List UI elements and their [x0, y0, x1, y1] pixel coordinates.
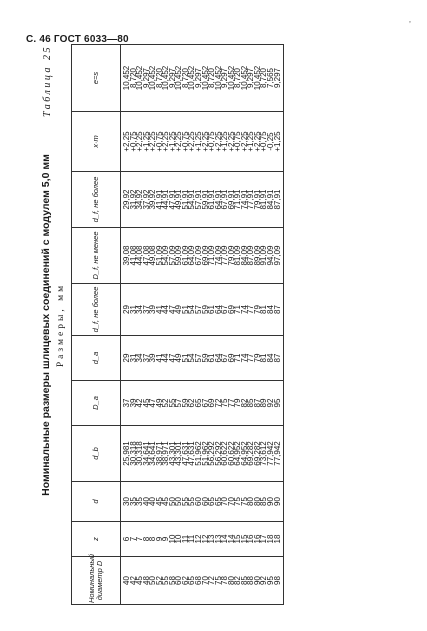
cell-df1-max: 57,91: [194, 189, 204, 210]
cell-db: 77,942: [266, 441, 276, 466]
cell-z: 13: [207, 534, 217, 544]
cell-nominal-diameter: 78: [220, 576, 230, 585]
cell-e-s: 10,452: [226, 65, 236, 91]
cell-df-max: 84: [266, 305, 276, 314]
cell-d: 65: [213, 497, 223, 506]
cell-z: 11: [180, 534, 190, 544]
cell-nominal-diameter: 68: [194, 576, 204, 585]
col-header-da: D_a: [72, 381, 121, 426]
cell-da: 89: [259, 398, 269, 408]
cell-df1-max: 49,91: [174, 189, 184, 210]
cell-df-min: 54,09: [161, 245, 171, 266]
col-header-nominal-diameter: Номинальный диаметр D: [72, 557, 121, 605]
cell-db: 43,301: [174, 441, 184, 466]
col-header-d-a: d_a: [72, 336, 121, 381]
cell-d: 55: [180, 497, 190, 506]
cell-nominal-diameter: 92: [259, 576, 269, 585]
cell-e-s: 8,720: [259, 67, 269, 89]
cell-df1-max: 34,92: [135, 189, 145, 210]
cell-df1-max: 47,91: [167, 189, 177, 210]
cell-d-a: 81: [259, 353, 269, 363]
cell-df1-max: 81,91: [259, 189, 269, 210]
cell-df-max: 74: [239, 305, 249, 314]
cell-z: 15: [239, 534, 249, 544]
cell-d-a: 44: [161, 353, 171, 363]
cell-e-s: 10,452: [148, 65, 158, 91]
cell-df1-max: 31,92: [128, 189, 138, 210]
cell-nominal-diameter: 60: [174, 576, 184, 585]
cell-da: 52: [161, 398, 171, 408]
cell-d: 70: [226, 497, 236, 506]
cell-z: 7: [128, 536, 138, 542]
cell-e-s: 10,452: [200, 65, 210, 91]
cell-nominal-diameter: 42: [128, 576, 138, 585]
cell-d-a: 57: [194, 353, 204, 363]
table-title: Номинальные размеры шлицевых соединений с модулем 5,0 мм: [40, 154, 52, 496]
cell-d: 90: [272, 497, 282, 506]
cell-df-min: 74,09: [213, 245, 223, 266]
cell-e-s: 8,720: [128, 67, 138, 89]
cell-da: 49: [154, 398, 164, 408]
cell-xm: +2,25: [122, 131, 131, 152]
cell-da: 92: [266, 398, 276, 408]
cell-da: 72: [213, 398, 223, 408]
cell-db: 34,641: [148, 441, 158, 466]
cell-d: 70: [220, 497, 230, 506]
cell-db: 47,631: [187, 441, 197, 466]
cell-nominal-diameter: 58: [167, 576, 177, 585]
col-xm: [121, 112, 284, 172]
cell-df-max: 37: [141, 305, 151, 314]
cell-xm: +2,25: [174, 131, 184, 152]
cell-da: 77: [226, 398, 236, 408]
cell-xm: +2,25: [239, 131, 249, 152]
cell-e-s: 9,297: [141, 67, 151, 89]
cell-df-min: 44,08: [135, 245, 145, 266]
cell-e-s: 8,720: [154, 67, 164, 89]
cell-d-a: 47: [167, 353, 177, 363]
cell-db: 51,962: [200, 441, 210, 466]
cell-e-s: 9,297: [194, 67, 204, 89]
cell-e-s: 8,720: [207, 67, 217, 89]
cell-d: 75: [239, 497, 249, 506]
cell-xm: +0,75: [128, 131, 138, 152]
cell-z: 18: [272, 534, 282, 544]
col-header-db: d_b: [72, 426, 121, 482]
cell-e-s: 9,297: [220, 67, 230, 89]
cell-d-a: 31: [128, 353, 138, 363]
cell-df1-max: 71,91: [233, 189, 243, 210]
cell-df-min: 41,08: [128, 245, 138, 266]
cell-z: 11: [187, 534, 197, 544]
cell-d-a: 64: [213, 353, 223, 363]
cell-d-a: 34: [135, 353, 145, 363]
cell-xm: +0,75: [154, 131, 164, 152]
cell-d: 45: [161, 497, 171, 506]
cell-df-min: 87,09: [246, 245, 256, 266]
col-header-df1-max: d_f, не более: [72, 172, 121, 228]
cell-df-max: 54: [187, 305, 197, 314]
cell-z: 8: [141, 536, 151, 542]
table-number: Таблица 25: [42, 45, 53, 117]
cell-nominal-diameter: 90: [252, 576, 262, 585]
cell-e-s: 10,452: [187, 65, 197, 91]
cell-z: 14: [220, 534, 230, 544]
cell-d-a: 54: [187, 353, 197, 363]
col-df1-max: [121, 172, 284, 228]
cell-df-max: 44: [161, 305, 171, 314]
cell-df1-max: 29,92: [122, 189, 131, 210]
table-subtitle: Размеры, мм: [56, 282, 66, 368]
cell-nominal-diameter: 48: [141, 576, 151, 585]
cell-d-a: 69: [226, 353, 236, 363]
col-d: [121, 482, 284, 522]
margin-mark: ,: [409, 15, 411, 24]
cell-d-a: 49: [174, 353, 184, 363]
cell-df1-max: 69,91: [226, 189, 236, 210]
cell-db: 56,292: [213, 441, 223, 466]
cell-da: 85: [246, 398, 256, 408]
cell-z: 16: [246, 534, 256, 544]
cell-e-s: 9,297: [272, 67, 282, 89]
cell-xm: +1,25: [220, 131, 230, 152]
cell-d-a: 71: [233, 353, 243, 363]
table-header-row: [72, 45, 121, 605]
col-da: [121, 381, 284, 426]
cell-xm: +2,25: [161, 131, 171, 152]
cell-d-a: 29: [122, 353, 131, 363]
col-header-df-min: D_f, не менее: [72, 228, 121, 284]
cell-d: 35: [135, 497, 145, 506]
col-z: [121, 522, 284, 557]
cell-d-a: 87: [272, 353, 282, 363]
cell-xm: +0,75: [207, 131, 217, 152]
cell-df-max: 51: [180, 305, 190, 314]
cell-df1-max: 54,91: [187, 189, 197, 210]
cell-z: 14: [226, 534, 236, 544]
cell-da: 55: [167, 398, 177, 408]
cell-df-min: 77,09: [220, 245, 230, 266]
cell-da: 57: [174, 398, 184, 408]
cell-df-min: 69,09: [200, 245, 210, 266]
cell-nominal-diameter: 72: [207, 576, 217, 585]
cell-xm: +2,25: [135, 131, 145, 152]
cell-db: 64,952: [239, 441, 249, 466]
cell-d-a: 74: [239, 353, 249, 363]
cell-df-min: 84,09: [239, 245, 249, 266]
cell-df-max: 71: [233, 305, 243, 314]
cell-z: 8: [148, 536, 158, 542]
cell-d: 40: [141, 497, 151, 506]
cell-z: 16: [252, 534, 262, 544]
table-body-row: [121, 45, 284, 605]
col-header-xm: x·m: [72, 112, 121, 172]
cell-da: 67: [200, 398, 210, 408]
cell-d: 30: [122, 497, 131, 506]
cell-d-a: 41: [154, 353, 164, 363]
cell-d: 40: [148, 497, 158, 506]
cell-e-s: 9,297: [167, 67, 177, 89]
cell-nominal-diameter: 75: [213, 576, 223, 585]
cell-z: 17: [259, 534, 269, 544]
cell-db: 47,631: [180, 441, 190, 466]
cell-db: 69,282: [246, 441, 256, 466]
cell-e-s: 10,452: [252, 65, 262, 91]
cell-xm: -0,25: [266, 132, 276, 151]
cell-da: 82: [239, 398, 249, 408]
cell-d-a: 77: [246, 353, 256, 363]
cell-db: 73,612: [259, 441, 269, 466]
cell-nominal-diameter: 80: [226, 576, 236, 585]
cell-df-min: 79,09: [226, 245, 236, 266]
cell-df-max: 29: [122, 305, 131, 314]
cell-xm: +2,25: [213, 131, 223, 152]
cell-e-s: 10,452: [239, 65, 249, 91]
cell-df-min: 71,09: [207, 245, 217, 266]
cell-xm: +1,25: [246, 131, 256, 152]
cell-df-min: 89,09: [252, 245, 262, 266]
cell-da: 65: [194, 398, 204, 408]
cell-df-max: 31: [128, 305, 138, 314]
cell-df-max: 79: [252, 305, 262, 314]
cell-nominal-diameter: 40: [122, 576, 131, 585]
cell-d: 80: [252, 497, 262, 506]
cell-df-min: 97,09: [272, 245, 282, 266]
cell-nominal-diameter: 85: [239, 576, 249, 585]
cell-z: 6: [122, 536, 131, 542]
cell-xm: +0,75: [233, 131, 243, 152]
col-df-min: [121, 228, 284, 284]
cell-xm: +0,75: [259, 131, 269, 152]
col-header-d: d: [72, 482, 121, 522]
cell-df-min: 81,09: [233, 245, 243, 266]
cell-db: 25,981: [122, 441, 131, 466]
cell-df-min: 47,08: [141, 245, 151, 266]
cell-da: 42: [135, 398, 145, 408]
cell-z: 7: [135, 536, 145, 542]
cell-d: 35: [128, 497, 138, 506]
cell-xm: +2,25: [148, 131, 158, 152]
cell-e-s: 7,565: [266, 67, 276, 89]
cell-df-min: 39,08: [122, 245, 131, 266]
cell-xm: +2,25: [187, 131, 197, 152]
cell-d: 60: [200, 497, 210, 506]
cell-df-min: 51,09: [154, 245, 164, 266]
cell-da: 79: [233, 398, 243, 408]
cell-z: 10: [167, 534, 177, 544]
cell-df1-max: 61,91: [207, 189, 217, 210]
cell-e-s: 10,452: [135, 65, 145, 91]
cell-d: 65: [207, 497, 217, 506]
cell-df-min: 59,09: [174, 245, 184, 266]
cell-df-min: 94,09: [266, 245, 276, 266]
cell-xm: +1,25: [141, 131, 151, 152]
cell-df1-max: 39,92: [148, 189, 158, 210]
cell-nominal-diameter: 52: [154, 576, 164, 585]
cell-xm: +1,25: [167, 131, 177, 152]
rotated-table-block: [40, 45, 388, 605]
cell-xm: +2,25: [226, 131, 236, 152]
cell-nominal-diameter: 70: [200, 576, 210, 585]
cell-nominal-diameter: 98: [272, 576, 282, 585]
cell-d-a: 51: [180, 353, 190, 363]
cell-df-max: 39: [148, 305, 158, 314]
cell-e-s: 9,297: [246, 67, 256, 89]
cell-e-s: 10,452: [213, 65, 223, 91]
cell-d: 85: [259, 497, 269, 506]
col-e-s: [121, 45, 284, 112]
cell-df-min: 49,08: [148, 245, 158, 266]
cell-e-s: 10,452: [174, 65, 184, 91]
col-d-a: [121, 336, 284, 381]
cell-d: 75: [233, 497, 243, 506]
cell-db: 56,292: [207, 441, 217, 466]
cell-da: 87: [252, 398, 262, 408]
cell-df-max: 59: [200, 305, 210, 314]
cell-da: 37: [122, 398, 131, 408]
cell-da: 45: [141, 398, 151, 408]
cell-z: 10: [174, 534, 184, 544]
col-df-max: [121, 284, 284, 336]
cell-da: 39: [128, 398, 138, 408]
cell-nominal-diameter: 95: [266, 576, 276, 585]
cell-xm: +0,75: [180, 131, 190, 152]
cell-df1-max: 74,91: [239, 189, 249, 210]
cell-e-s: 8,720: [233, 67, 243, 89]
cell-db: 34,641: [141, 441, 151, 466]
cell-db: 43,301: [167, 441, 177, 466]
cell-df-max: 34: [135, 305, 145, 314]
cell-df1-max: 77,91: [246, 189, 256, 210]
cell-df-max: 61: [207, 305, 217, 314]
cell-da: 75: [220, 398, 230, 408]
cell-nominal-diameter: 50: [148, 576, 158, 585]
cell-nominal-diameter: 65: [187, 576, 197, 585]
cell-df1-max: 79,91: [252, 189, 262, 210]
cell-db: 64,952: [233, 441, 243, 466]
cell-df1-max: 44,91: [161, 189, 171, 210]
cell-z: 12: [200, 534, 210, 544]
cell-d-a: 59: [200, 353, 210, 363]
cell-da: 95: [272, 398, 282, 408]
cell-df-max: 64: [213, 305, 223, 314]
cell-df-max: 47: [167, 305, 177, 314]
cell-xm: +1,25: [194, 131, 204, 152]
col-header-df-max: d_f, не более: [72, 284, 121, 336]
cell-d-a: 84: [266, 353, 276, 363]
cell-df-max: 57: [194, 305, 204, 314]
cell-df-max: 67: [220, 305, 230, 314]
cell-df-max: 87: [272, 305, 282, 314]
cell-z: 12: [194, 534, 204, 544]
cell-z: 9: [154, 536, 164, 542]
cell-d: 55: [187, 497, 197, 506]
cell-z: 18: [266, 534, 276, 544]
cell-e-s: 10,452: [161, 65, 171, 91]
cell-df-min: 91,09: [259, 245, 269, 266]
cell-nominal-diameter: 45: [135, 576, 145, 585]
cell-e-s: 10,452: [122, 65, 131, 91]
cell-d: 50: [167, 497, 177, 506]
cell-df-max: 81: [259, 305, 269, 314]
cell-da: 69: [207, 398, 217, 408]
cell-df-max: 49: [174, 305, 184, 314]
cell-xm: +2,25: [252, 131, 262, 152]
cell-df1-max: 37,92: [141, 189, 151, 210]
cell-d-a: 67: [220, 353, 230, 363]
col-db: [121, 426, 284, 482]
cell-d: 80: [246, 497, 256, 506]
cell-d-a: 39: [148, 353, 158, 363]
cell-df-min: 61,09: [180, 245, 190, 266]
cell-d-a: 79: [252, 353, 262, 363]
cell-db: 69,282: [252, 441, 262, 466]
cell-db: 30,318: [135, 441, 145, 466]
cell-db: 51,962: [194, 441, 204, 466]
cell-df1-max: 87,91: [272, 189, 282, 210]
cell-df1-max: 41,91: [154, 189, 164, 210]
cell-d: 90: [266, 497, 276, 506]
col-nominal-diameter: [121, 557, 284, 605]
cell-d: 45: [154, 497, 164, 506]
cell-nominal-diameter: 82: [233, 576, 243, 585]
cell-df-min: 64,09: [187, 245, 197, 266]
cell-nominal-diameter: 55: [161, 576, 171, 585]
cell-df1-max: 59,91: [200, 189, 210, 210]
col-header-z: z: [72, 522, 121, 557]
cell-d-a: 37: [141, 353, 151, 363]
cell-xm: +2,25: [200, 131, 210, 152]
cell-df-max: 77: [246, 305, 256, 314]
cell-df1-max: 84,91: [266, 189, 276, 210]
cell-db: 38,971: [161, 441, 171, 466]
cell-z: 15: [233, 534, 243, 544]
cell-nominal-diameter: 62: [180, 576, 190, 585]
cell-e-s: 8,720: [180, 67, 190, 89]
cell-db: 30,318: [128, 441, 138, 466]
cell-d: 60: [194, 497, 204, 506]
cell-db: 77,942: [272, 441, 282, 466]
cell-da: 62: [187, 398, 197, 408]
cell-df1-max: 51,91: [180, 189, 190, 210]
page-header: С. 46 ГОСТ 6033—80: [26, 34, 129, 45]
cell-df-max: 69: [226, 305, 236, 314]
cell-df1-max: 64,91: [213, 189, 223, 210]
cell-df-min: 57,09: [167, 245, 177, 266]
col-header-e-s: e=s: [72, 45, 121, 112]
dimensions-table: [71, 44, 284, 605]
cell-df-min: 67,09: [194, 245, 204, 266]
cell-da: 47: [148, 398, 158, 408]
cell-df-max: 41: [154, 305, 164, 314]
cell-db: 60,622: [226, 441, 236, 466]
cell-df1-max: 67,91: [220, 189, 230, 210]
cell-da: 59: [180, 398, 190, 408]
cell-db: 60,622: [220, 441, 230, 466]
cell-nominal-diameter: 88: [246, 576, 256, 585]
cell-z: 9: [161, 536, 171, 542]
cell-z: 13: [213, 534, 223, 544]
cell-db: 38,971: [154, 441, 164, 466]
cell-d: 50: [174, 497, 184, 506]
cell-d-a: 61: [207, 353, 217, 363]
cell-xm: +1,25: [272, 131, 282, 152]
